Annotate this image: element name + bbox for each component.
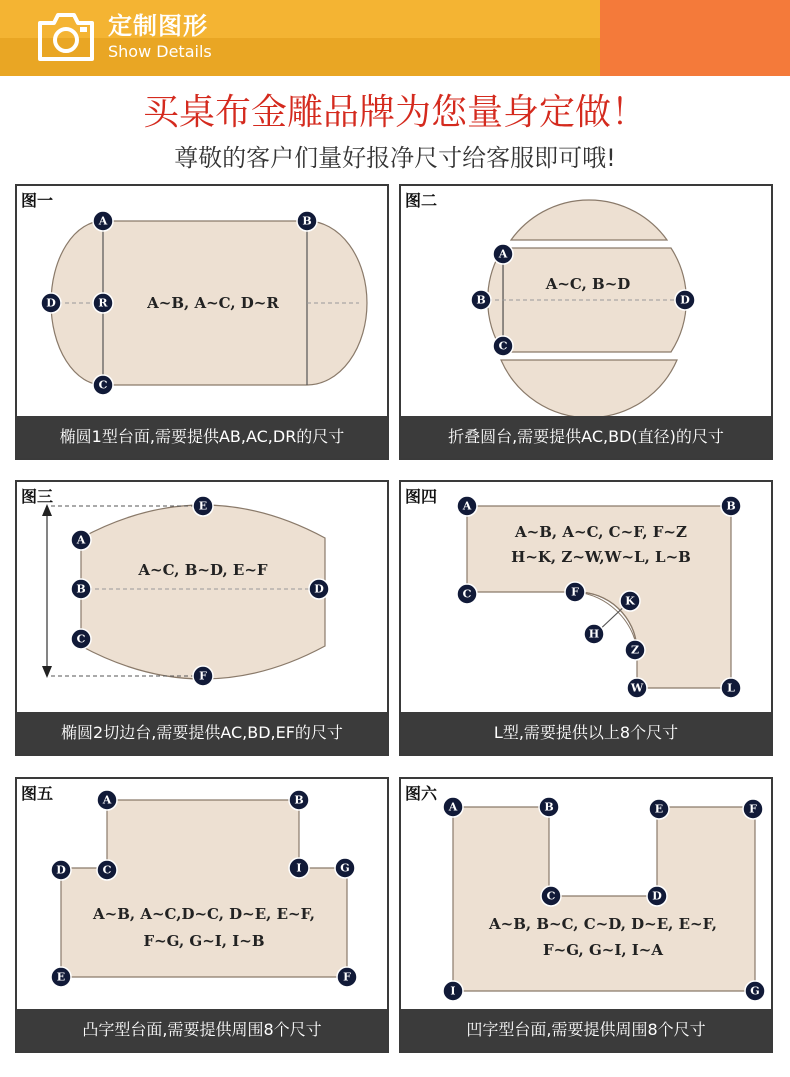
dims-text-line1: A~B, B~C, C~D, D~E, E~F,	[489, 915, 717, 933]
marker-a	[493, 244, 513, 264]
panel-convex-shape	[15, 777, 389, 1053]
marker-e	[51, 967, 71, 987]
marker-z	[625, 640, 645, 660]
svg-text:E: E	[56, 970, 66, 984]
marker-d	[309, 579, 329, 599]
svg-text:E: E	[198, 499, 208, 513]
dims-text: A~B, A~C, D~R	[147, 294, 279, 312]
svg-text:W: W	[630, 681, 644, 695]
svg-text:L: L	[727, 681, 735, 695]
svg-text:B: B	[476, 293, 486, 307]
panel-label: 图一	[21, 191, 54, 210]
panel-folding-round	[399, 184, 773, 460]
marker-d	[41, 293, 61, 313]
svg-text:B: B	[544, 800, 554, 814]
svg-text:Z: Z	[630, 643, 640, 657]
dims-text-line2: F~G, G~I, I~B	[143, 932, 265, 950]
marker-a	[457, 496, 477, 516]
marker-b	[71, 579, 91, 599]
svg-text:I: I	[296, 861, 302, 875]
panel-label: 图六	[405, 784, 438, 803]
svg-text:A: A	[498, 247, 508, 261]
marker-w	[627, 678, 647, 698]
svg-text:A: A	[98, 214, 108, 228]
marker-b	[471, 290, 491, 310]
marker-b	[539, 797, 559, 817]
marker-f	[565, 582, 585, 602]
marker-r	[93, 293, 113, 313]
svg-text:C: C	[462, 587, 472, 601]
marker-i	[443, 981, 463, 1001]
svg-text:B: B	[294, 793, 304, 807]
marker-a	[71, 530, 91, 550]
header-title: 定制图形	[108, 12, 208, 40]
svg-text:B: B	[302, 214, 312, 228]
marker-l	[721, 678, 741, 698]
header-banner	[0, 0, 790, 76]
panel-label: 图四	[405, 487, 438, 506]
svg-text:A: A	[448, 800, 458, 814]
svg-text:F: F	[343, 970, 351, 984]
marker-g	[335, 858, 355, 878]
panel-label: 图三	[21, 487, 54, 506]
panel-caption: 椭圆2切边台,需要提供AC,BD,EF的尺寸	[17, 712, 387, 754]
marker-c	[457, 584, 477, 604]
panel-concave-shape	[399, 777, 773, 1053]
svg-text:G: G	[750, 984, 760, 998]
svg-text:A: A	[102, 793, 112, 807]
panel-caption: 椭圆1型台面,需要提供AB,AC,DR的尺寸	[17, 416, 387, 458]
marker-a	[97, 790, 117, 810]
dims-text-line2: F~G, G~I, I~A	[543, 941, 663, 959]
svg-text:F: F	[749, 802, 757, 816]
marker-a	[93, 211, 113, 231]
svg-text:C: C	[498, 339, 508, 353]
marker-c	[93, 375, 113, 395]
marker-b	[721, 496, 741, 516]
marker-b	[297, 211, 317, 231]
dims-text-line1: A~B, A~C,D~C, D~E, E~F,	[93, 905, 315, 923]
marker-c	[71, 629, 91, 649]
svg-text:C: C	[546, 889, 556, 903]
header-subtitle: Show Details	[108, 42, 212, 61]
svg-text:I: I	[450, 984, 456, 998]
marker-h	[584, 624, 604, 644]
marker-e	[193, 496, 213, 516]
svg-text:D: D	[652, 889, 662, 903]
svg-text:E: E	[654, 802, 664, 816]
panel-l-shape	[399, 480, 773, 756]
marker-k	[620, 591, 640, 611]
svg-text:D: D	[314, 582, 324, 596]
panel-oval-2	[15, 480, 389, 756]
svg-text:D: D	[46, 296, 56, 310]
panel-label: 图二	[405, 191, 438, 210]
svg-text:C: C	[76, 632, 86, 646]
svg-text:B: B	[76, 582, 86, 596]
marker-f	[193, 666, 213, 686]
marker-f	[743, 799, 763, 819]
svg-text:A: A	[76, 533, 86, 547]
marker-f	[337, 967, 357, 987]
svg-text:K: K	[625, 594, 635, 608]
subheadline: 尊敬的客户们量好报净尺寸给客服即可哦!	[174, 144, 616, 172]
header-accent-block	[600, 0, 790, 76]
panel-oval-1	[15, 184, 389, 460]
headline: 买桌布金雕品牌为您量身定做！	[142, 92, 647, 133]
marker-d	[647, 886, 667, 906]
dims-text: A~C, B~D	[545, 275, 631, 293]
svg-text:B: B	[726, 499, 736, 513]
svg-text:A: A	[462, 499, 472, 513]
marker-c	[97, 860, 117, 880]
marker-e	[649, 799, 669, 819]
svg-text:H: H	[588, 627, 600, 641]
dims-text-line2: H~K, Z~W,W~L, L~B	[511, 548, 691, 566]
marker-i	[289, 858, 309, 878]
svg-text:F: F	[571, 585, 579, 599]
svg-text:D: D	[680, 293, 690, 307]
svg-text:C: C	[102, 863, 112, 877]
svg-text:F: F	[199, 669, 207, 683]
panel-caption: 折叠圆台,需要提供AC,BD(直径)的尺寸	[401, 416, 771, 458]
marker-a	[443, 797, 463, 817]
svg-text:C: C	[98, 378, 108, 392]
marker-b	[289, 790, 309, 810]
marker-g	[745, 981, 765, 1001]
svg-text:D: D	[56, 863, 66, 877]
camera-icon	[36, 7, 96, 63]
marker-c	[541, 886, 561, 906]
panel-caption: 凸字型台面,需要提供周围8个尺寸	[17, 1009, 387, 1051]
marker-d	[675, 290, 695, 310]
dims-text: A~C, B~D, E~F	[138, 561, 268, 579]
svg-text:R: R	[98, 296, 108, 310]
svg-text:G: G	[340, 861, 350, 875]
marker-c	[493, 336, 513, 356]
dims-text-line1: A~B, A~C, C~F, F~Z	[515, 523, 687, 541]
panel-caption: 凹字型台面,需要提供周围8个尺寸	[401, 1009, 771, 1051]
marker-d	[51, 860, 71, 880]
panel-caption: L型,需要提供以上8个尺寸	[401, 712, 771, 754]
panel-label: 图五	[21, 784, 54, 803]
